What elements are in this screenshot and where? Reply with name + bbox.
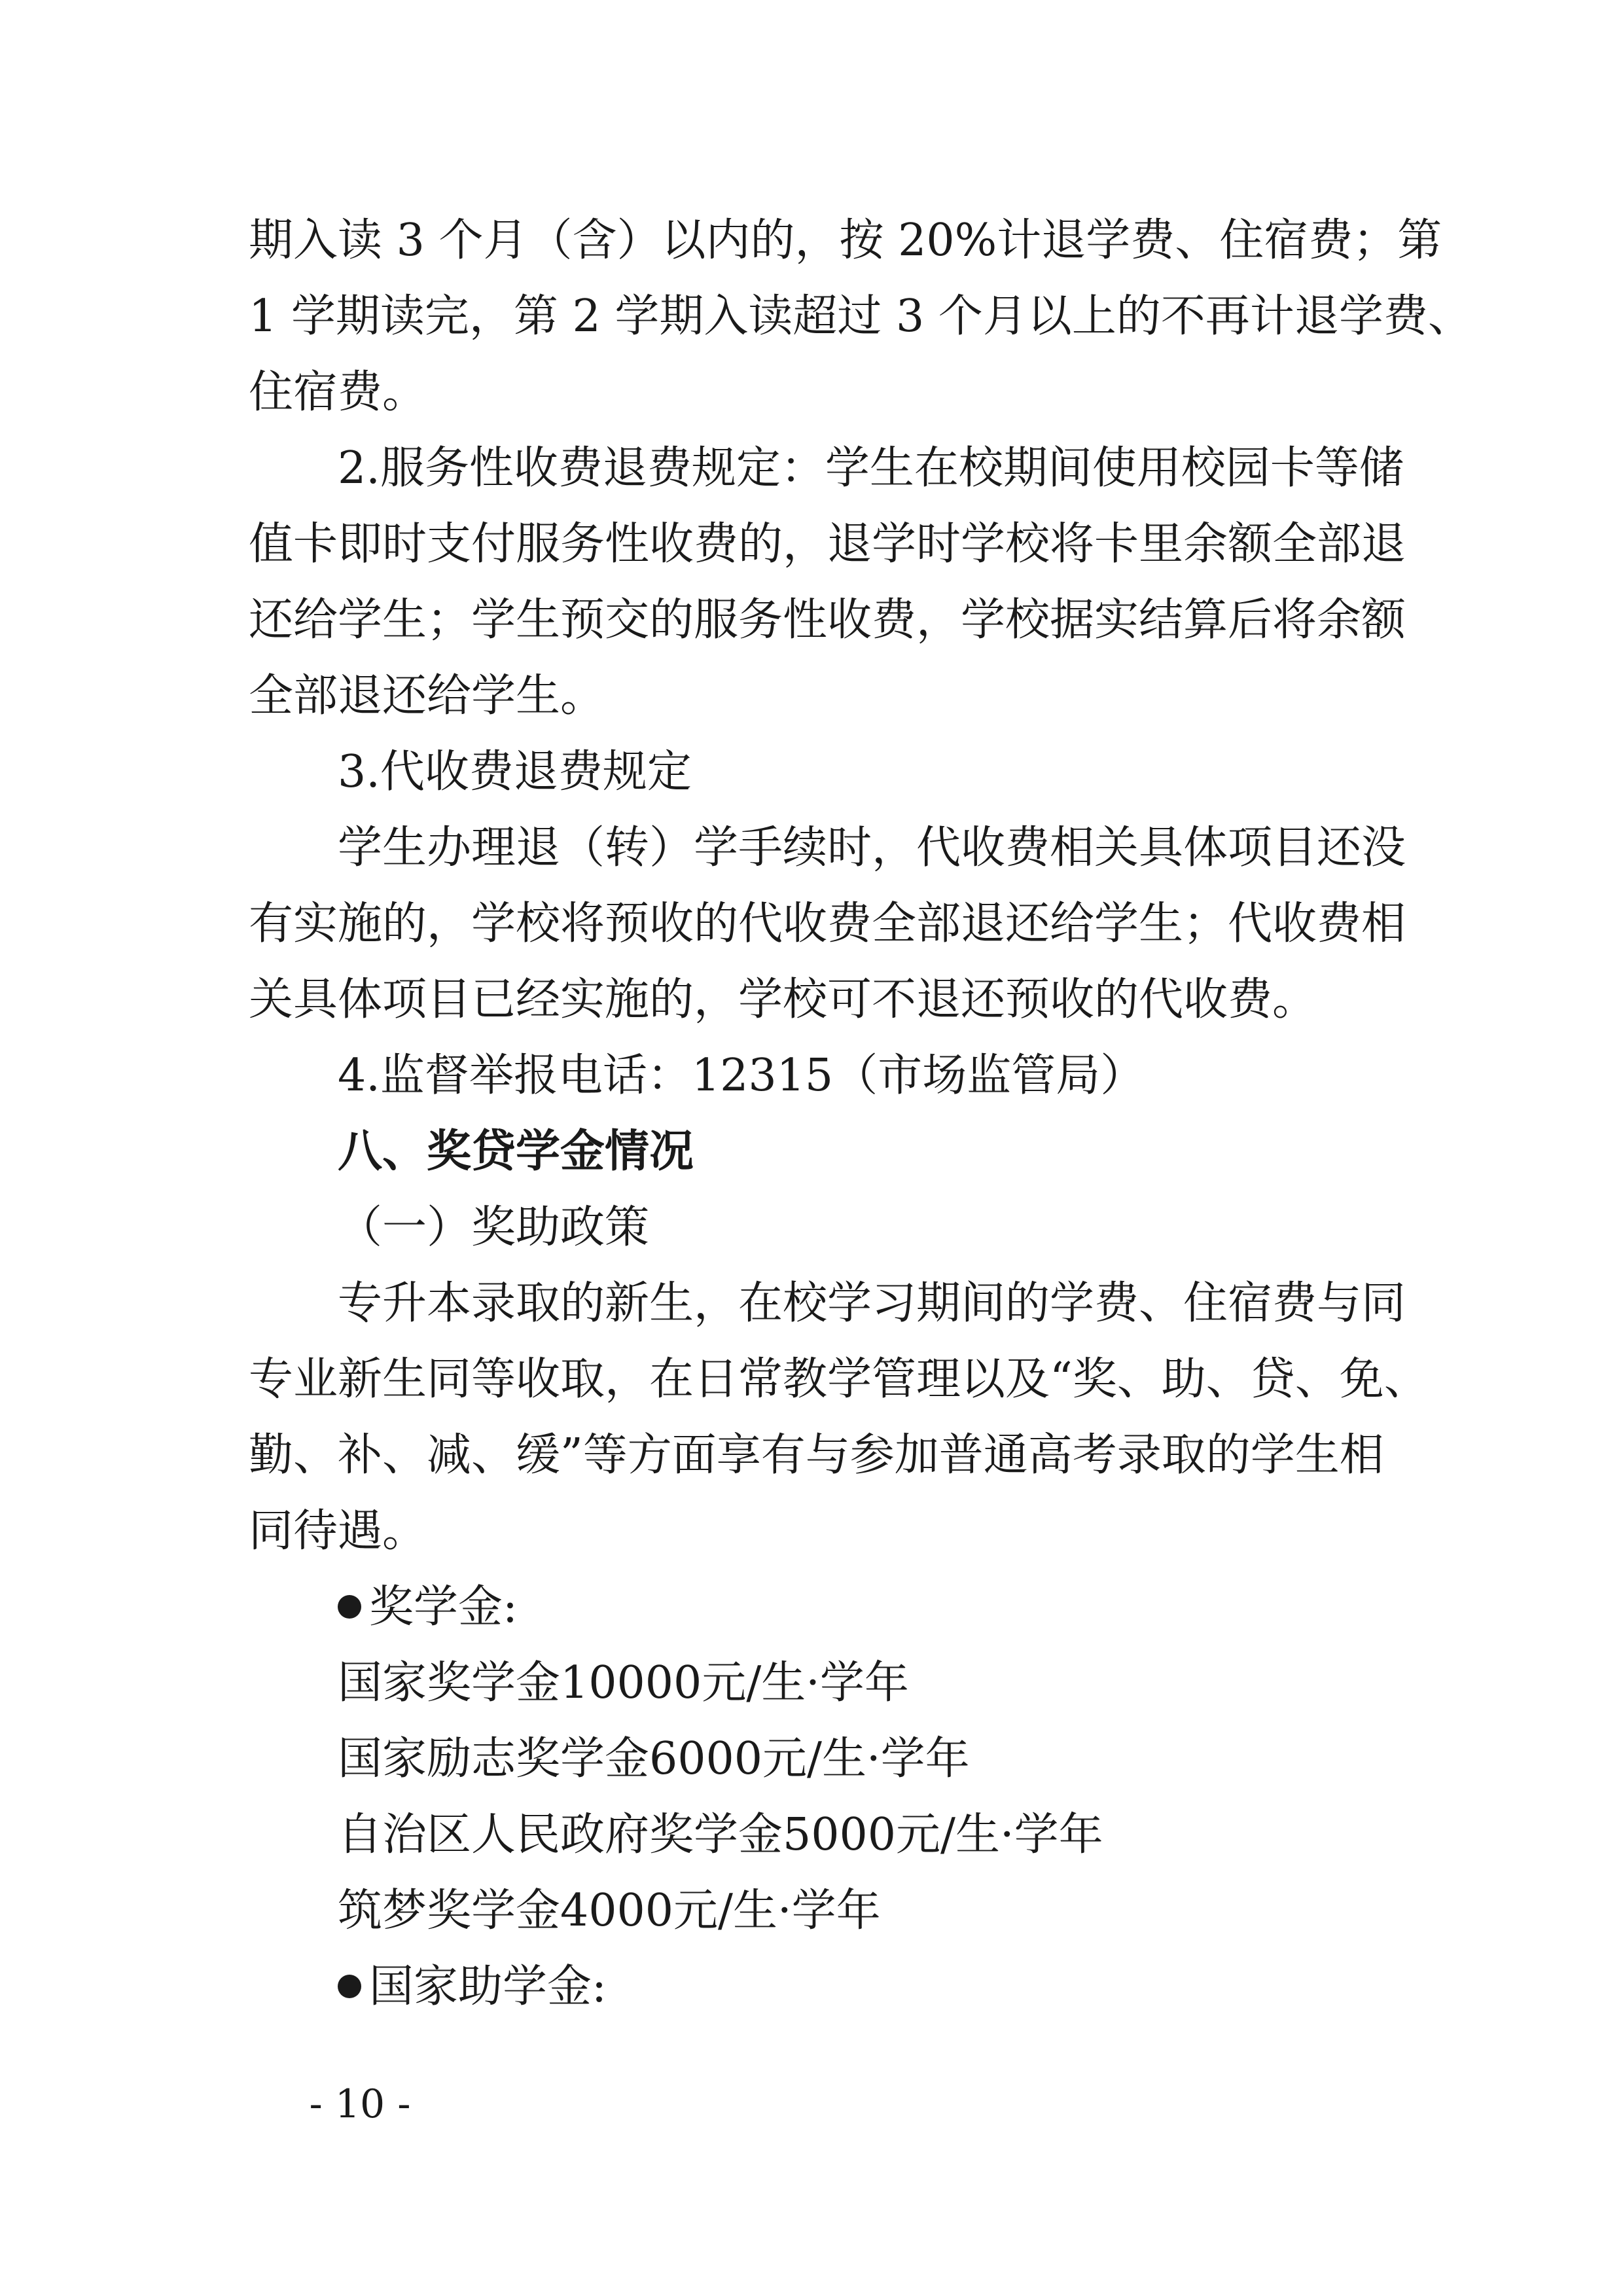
paragraph-line: 专升本录取的新生，在校学习期间的学费、住宿费与同: [338, 1278, 1406, 1329]
paragraph-line: 还给学生；学生预交的服务性收费，学校据实结算后将余额: [249, 594, 1406, 646]
paragraph-line: 勤、补、减、缓”等方面享有与参加普通高考录取的学生相: [249, 1429, 1384, 1481]
grant-label-text: 国家助学金:: [369, 1961, 607, 2013]
scholarship-item: 国家励志奖学金6000元/生·学年: [338, 1733, 970, 1785]
grant-label: [249, 1949, 1374, 2025]
paragraph-line: 关具体项目已经实施的，学校可不退还预收的代收费。: [249, 974, 1317, 1026]
scholarship-label-text: 奖学金:: [369, 1581, 518, 1633]
subitem-title: 3.代收费退费规定: [338, 746, 692, 798]
subsection-heading: （一）奖助政策: [338, 1202, 650, 1253]
paragraph-line: 全部退还给学生。: [249, 670, 605, 722]
paragraph-line: 值卡即时支付服务性收费的，退学时学校将卡里余额全部退: [249, 518, 1406, 570]
section-heading: 八、奖贷学金情况: [338, 1126, 694, 1177]
scholarship-label: [249, 1570, 1374, 1645]
paragraph-line: 期入读 3 个月（含）以内的，按 20%计退学费、住宿费；第: [249, 215, 1442, 266]
bullet-icon: [338, 1595, 361, 1619]
paragraph-line: 有实施的，学校将预收的代收费全部退还给学生；代收费相: [249, 898, 1406, 950]
hotline-line: 4.监督举报电话：12315（市场监管局）: [338, 1050, 1145, 1102]
paragraph-line: 1 学期读完，第 2 学期入读超过 3 个月以上的不再计退学费、: [249, 291, 1472, 342]
page-number: - 10 -: [309, 2081, 411, 2127]
bullet-icon: [338, 1975, 361, 1998]
paragraph-line: 专业新生同等收取，在日常教学管理以及“奖、助、贷、免、: [249, 1354, 1429, 1405]
paragraph-line: 同待遇。: [249, 1505, 427, 1557]
scholarship-item: 国家奖学金10000元/生·学年: [338, 1657, 909, 1709]
document-body: [249, 203, 1472, 2025]
scholarship-item: 筑梦奖学金4000元/生·学年: [338, 1885, 881, 1937]
paragraph-line: 学生办理退（转）学手续时，代收费相关具体项目还没: [338, 822, 1406, 874]
paragraph-line: 住宿费。: [249, 367, 427, 418]
scholarship-item: 自治区人民政府奖学金5000元/生·学年: [338, 1809, 1103, 1861]
paragraph-line: 2.服务性收费退费规定：学生在校期间使用校园卡等储: [338, 442, 1404, 494]
